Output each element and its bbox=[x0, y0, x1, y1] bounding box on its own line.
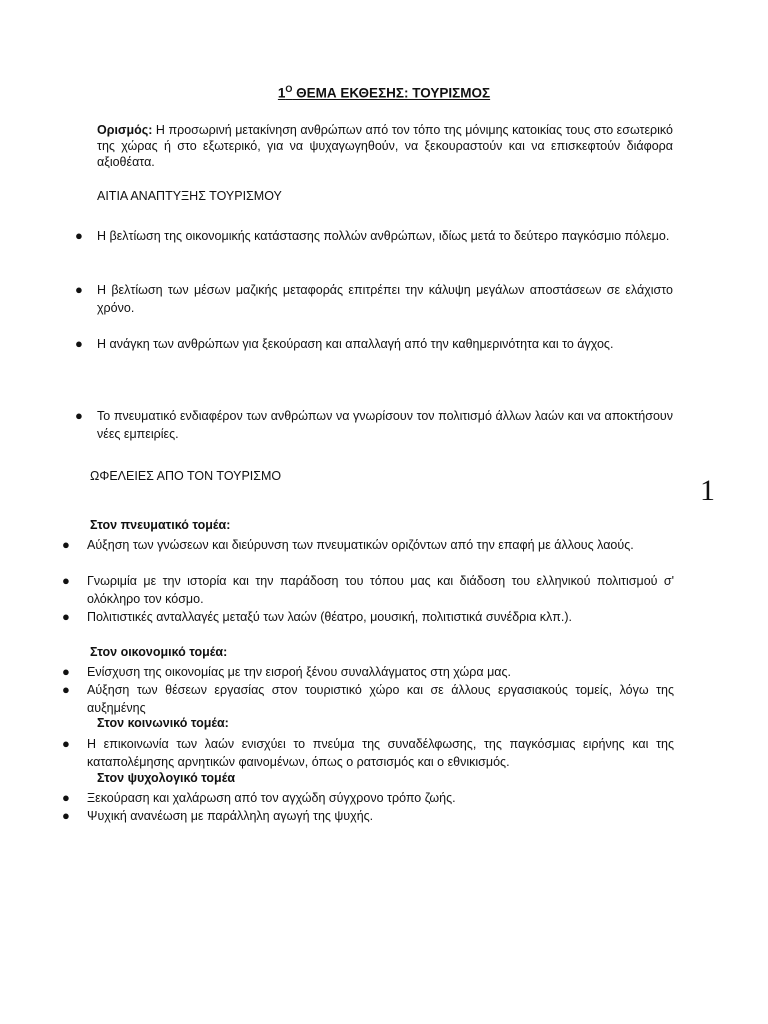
benefit-item: Ψυχική ανανέωση με παράλληλη αγωγή της ψυχής. bbox=[87, 809, 374, 823]
cause-item: Η ανάγκη των ανθρώπων για ξεκούραση και απαλλαγή από την καθημερινότητα και το άγχος. bbox=[97, 337, 614, 351]
bullet-icon: ● bbox=[75, 282, 83, 297]
bullet-icon: ● bbox=[62, 537, 70, 552]
bullet-icon: ● bbox=[62, 808, 70, 823]
bullet-icon: ● bbox=[62, 609, 70, 624]
definition-paragraph bbox=[97, 122, 673, 170]
page-number: 1 bbox=[700, 474, 715, 507]
bullet-icon: ● bbox=[62, 573, 70, 588]
economic-heading: Στον οικονομικό τομέα: bbox=[90, 645, 228, 659]
bullet-icon: ● bbox=[75, 228, 83, 243]
benefit-item: Αύξηση των θέσεων εργασίας στον τουριστικό χώρο και σε άλλους εργασιακούς τομείς, λόγω της αυξημένης bbox=[87, 683, 674, 715]
bullet-icon: ● bbox=[62, 682, 70, 697]
benefit-item: Η επικοινωνία των λαών ενισχύει το πνεύμα της συναδέλφωσης, της παγκόσμιας ειρήνης και της καταπολέμησης αρνητικών φαινομένων, όπως ο ρατσισμός και ο εθνικισμός. bbox=[87, 737, 674, 769]
bullet-icon: ● bbox=[75, 408, 83, 423]
benefit-item: Αύξηση των γνώσεων και διεύρυνση των πνευματικών οριζόντων από την επαφή με άλλους λαούς. bbox=[87, 538, 634, 552]
cause-item: Η βελτίωση της οικονομικής κατάστασης πολλών ανθρώπων, ιδίως μετά το δεύτερο παγκόσμιο πόλεμο. bbox=[97, 229, 670, 243]
bullet-icon: ● bbox=[75, 336, 83, 351]
spiritual-heading: Στον πνευματικό τομέα: bbox=[90, 518, 231, 532]
benefit-item: Γνωριμία με την ιστορία και την παράδοση του τόπου μας και διάδοση του ελληνικού πολιτισμού σ' ολόκληρο τον κόσμο. bbox=[87, 574, 674, 606]
psychological-heading: Στον ψυχολογικό τομέα bbox=[97, 771, 236, 785]
bullet-icon: ● bbox=[62, 664, 70, 679]
causes-heading: ΑΙΤΙΑ ΑΝΑΠΤΥΞΗΣ ΤΟΥΡΙΣΜΟΥ bbox=[97, 189, 282, 203]
title-number: 1 bbox=[277, 85, 286, 101]
benefit-item: Ενίσχυση της οικονομίας με την εισροή ξένου συναλλάγματος στη χώρα μας. bbox=[87, 665, 512, 679]
title-superscript: Ο bbox=[285, 84, 293, 94]
document-title bbox=[0, 84, 768, 101]
definition-text: Η προσωρινή μετακίνηση ανθρώπων από τον τόπο της μόνιμης κατοικίας τους στο εσωτερικό της χώρας ή στο εξωτερικό, για να ψυχαγωγηθούν, να ξεκουραστούν και να επισκεφτούν διάφορα αξιοθέατα. bbox=[97, 123, 673, 169]
bullet-icon: ● bbox=[62, 790, 70, 805]
benefits-heading: ΩΦΕΛΕΙΕΣ ΑΠΟ ΤΟΝ ΤΟΥΡΙΣΜΟ bbox=[90, 469, 282, 483]
title-text: ΘΕΜΑ ΕΚΘΕΣΗΣ: ΤΟΥΡΙΣΜΟΣ bbox=[292, 85, 491, 101]
benefit-item: Πολιτιστικές ανταλλαγές μεταξύ των λαών (θέατρο, μουσική, πολιτιστικά συνέδρια κλπ.). bbox=[87, 610, 573, 624]
definition-label: Ορισμός: bbox=[97, 123, 153, 137]
bullet-icon: ● bbox=[62, 736, 70, 751]
benefit-item: Ξεκούραση και χαλάρωση από τον αγχώδη σύγχρονο τρόπο ζωής. bbox=[87, 791, 456, 805]
social-heading: Στον κοινωνικό τομέα: bbox=[97, 716, 229, 730]
cause-item: Η βελτίωση των μέσων μαζικής μεταφοράς επιτρέπει την κάλυψη μεγάλων αποστάσεων σε ελάχιστο χρόνο. bbox=[97, 283, 673, 315]
cause-item: Το πνευματικό ενδιαφέρον των ανθρώπων να γνωρίσουν τον πολιτισμό άλλων λαών και να αποκτήσουν νέες εμπειρίες. bbox=[97, 409, 673, 441]
